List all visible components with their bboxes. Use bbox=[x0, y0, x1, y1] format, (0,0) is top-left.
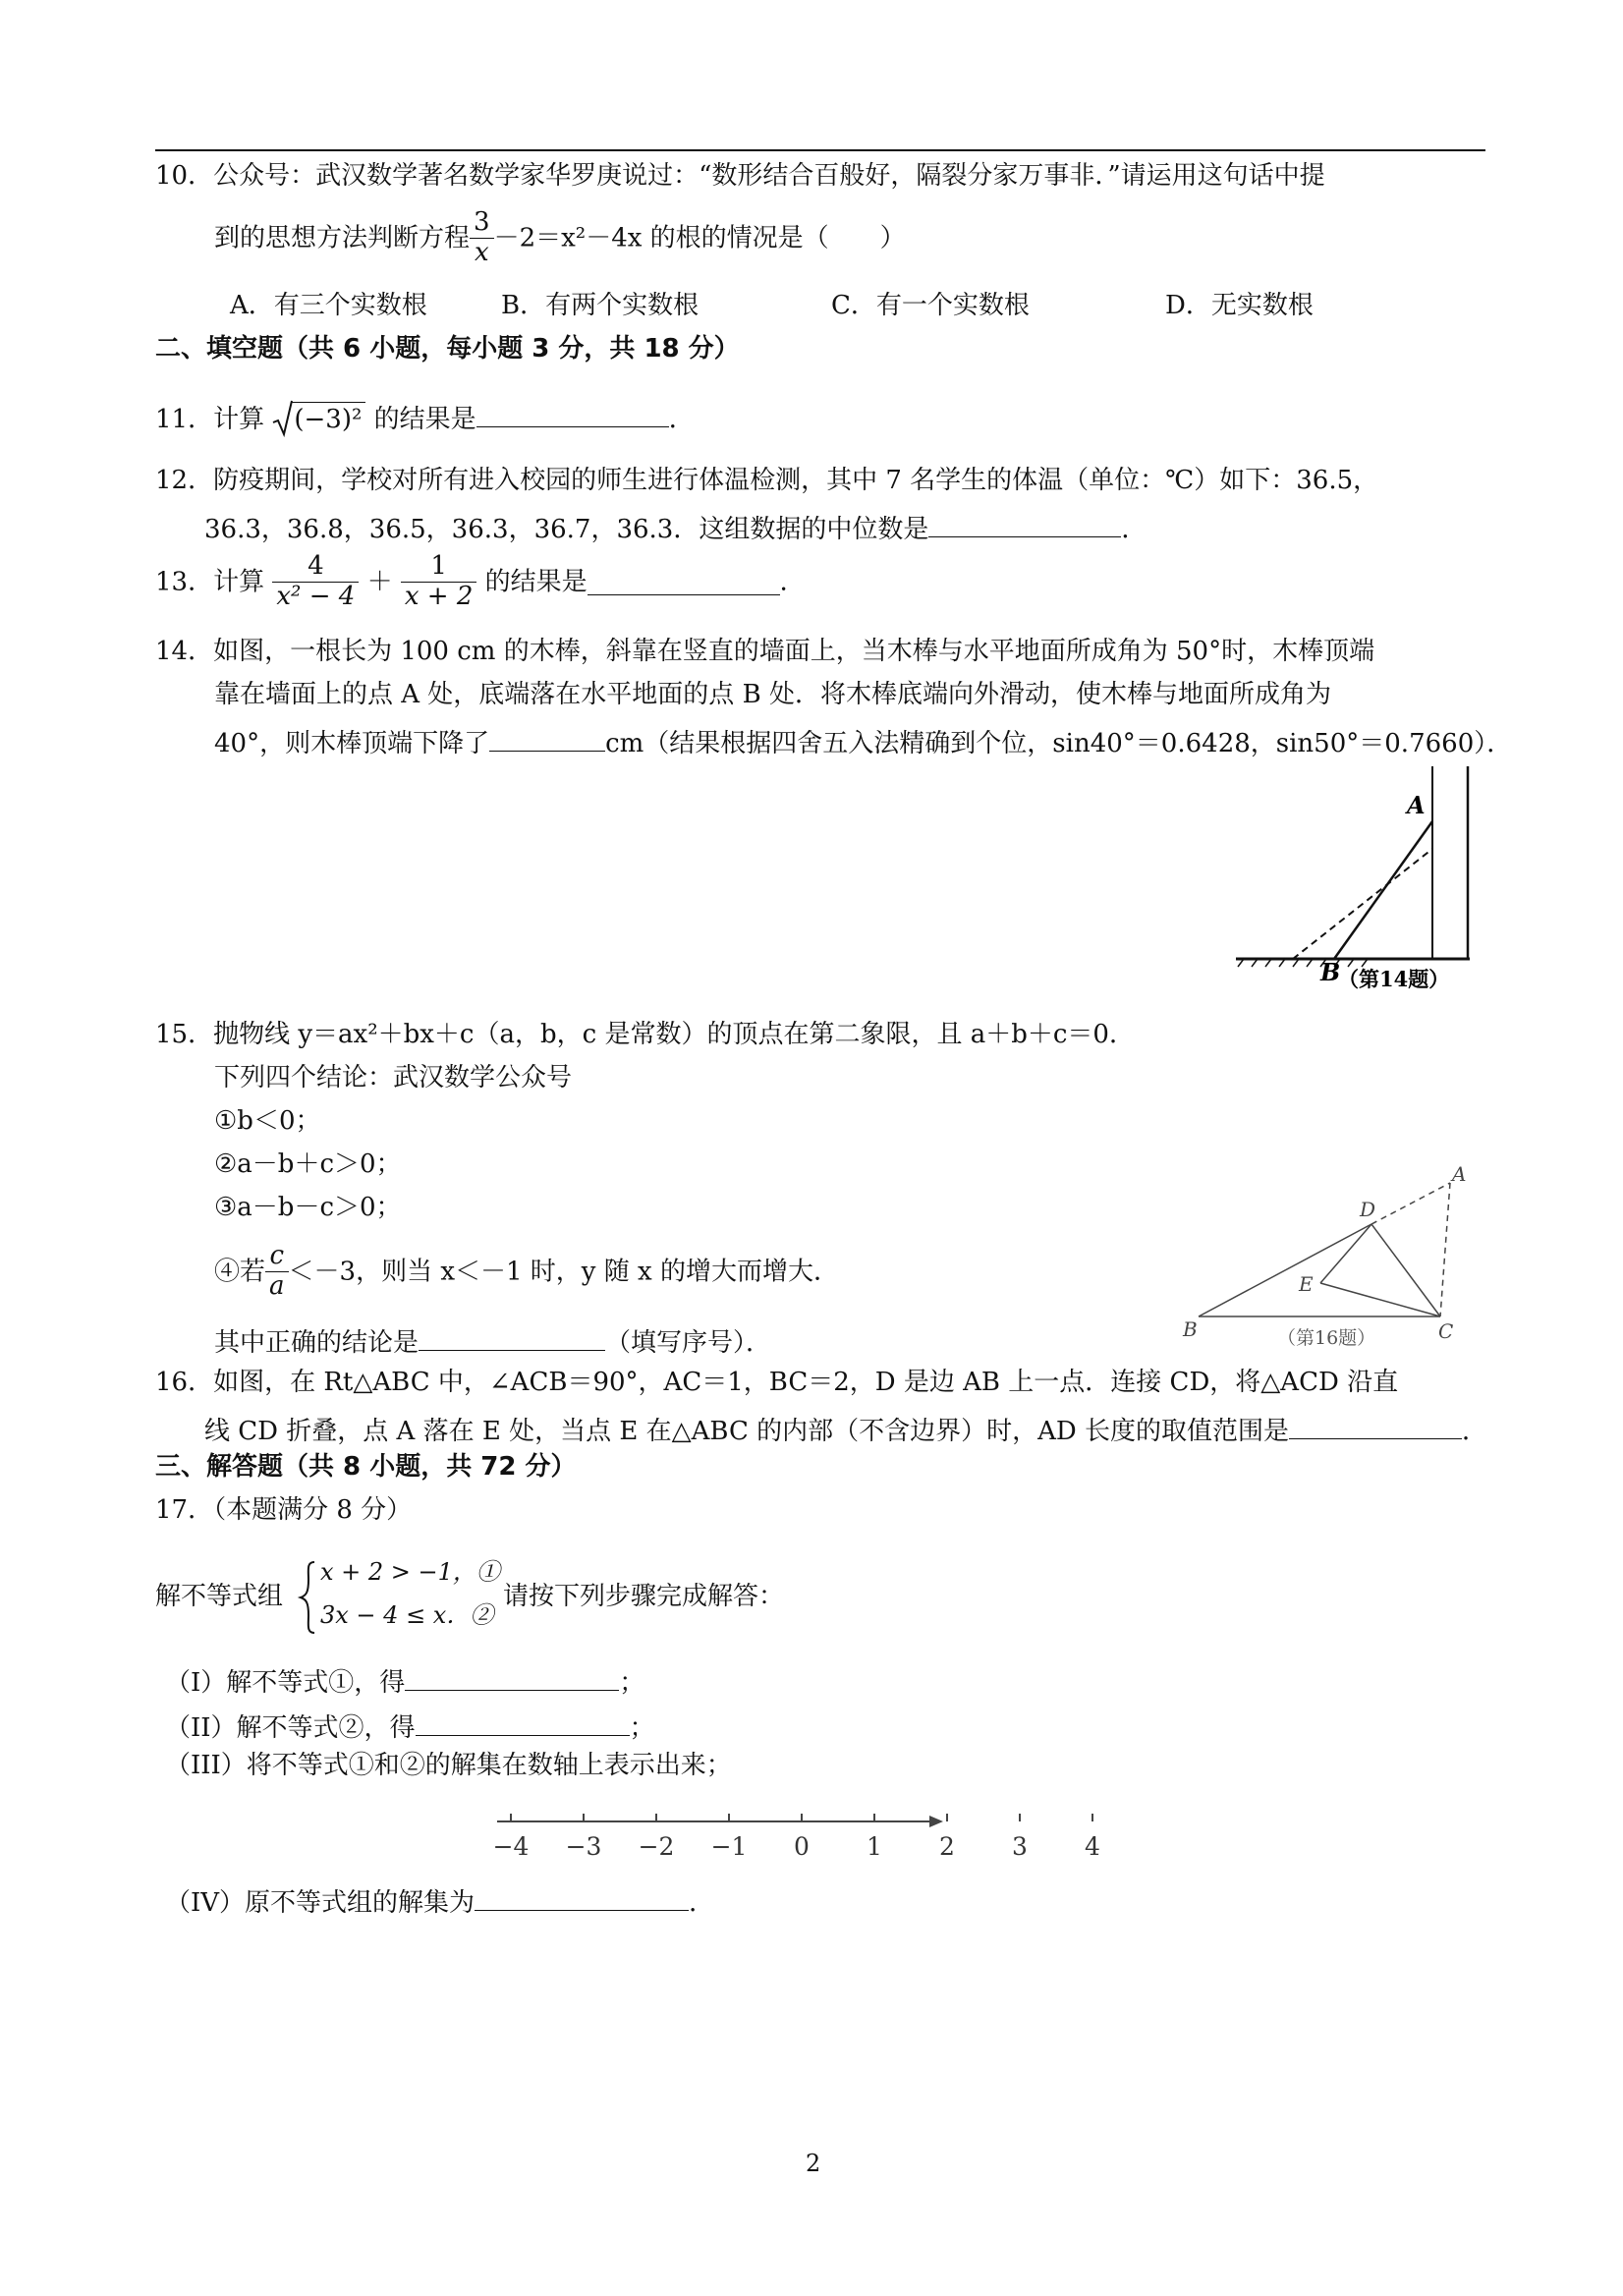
page-number: 2 bbox=[806, 2150, 821, 2177]
q15-answer-blank[interactable] bbox=[419, 1324, 605, 1351]
q17-step1-text: （I）解不等式①，得 bbox=[165, 1668, 406, 1698]
brace-icon bbox=[299, 1560, 318, 1635]
q15-c4-fraction bbox=[265, 1242, 289, 1302]
q16-segment-da bbox=[1371, 1183, 1450, 1224]
q16-caption: （第16题） bbox=[1277, 1327, 1376, 1349]
q17-step-2 bbox=[165, 1709, 655, 1741]
number-line-tick-label: −4 bbox=[492, 1832, 530, 1861]
q16-label-b: B bbox=[1183, 1317, 1198, 1341]
q16-label-d: D bbox=[1360, 1198, 1376, 1221]
q11-answer-blank[interactable] bbox=[476, 401, 669, 427]
q17-step4-end: ． bbox=[689, 1888, 715, 1918]
q16-line2 bbox=[204, 1413, 1487, 1444]
q10-line2 bbox=[214, 208, 906, 268]
number-line-tick-label: 1 bbox=[867, 1832, 882, 1861]
q11-before: 11．计算 bbox=[155, 405, 265, 434]
number-line-tick-label: −3 bbox=[565, 1832, 602, 1861]
q13-answer-blank[interactable] bbox=[588, 569, 780, 595]
section2-heading: 二、填空题（共 6 小题，每小题 3 分，共 18 分） bbox=[155, 334, 740, 364]
q17-intro-after: 请按下列步骤完成解答： bbox=[503, 1582, 785, 1611]
q11-sqrt bbox=[272, 407, 365, 432]
q17-step2-blank[interactable] bbox=[416, 1709, 630, 1736]
q10-option-b: B．有两个实数根 bbox=[501, 291, 700, 320]
section3-heading: 三、解答题（共 8 小题，共 72 分） bbox=[155, 1452, 577, 1482]
q12-line2 bbox=[204, 511, 1147, 542]
q16-segment-ac bbox=[1440, 1183, 1450, 1316]
q16-line1: 16．如图，在 Rt△ABC 中，∠ACB＝90°，AC＝1，BC＝2，D 是边 AB 上一点．连接 CD，将△ACD 沿直 bbox=[155, 1368, 1399, 1397]
q16-label-e: E bbox=[1299, 1272, 1314, 1296]
q15-line2: 下列四个结论：武汉数学公众号 bbox=[214, 1063, 573, 1092]
number-line-tick-label: 3 bbox=[1012, 1832, 1028, 1861]
q13-fraction-2 bbox=[401, 552, 477, 612]
q14-line3-before: 40°，则木棒顶端下降了 bbox=[214, 729, 490, 758]
q15-conclusion-1: ①b＜0； bbox=[214, 1106, 321, 1136]
q15-conclusion-4 bbox=[214, 1242, 839, 1302]
q15-line1: 15．抛物线 y＝ax²＋bx＋c（a，b，c 是常数）的顶点在第二象限，且 a＋b＋c＝0． bbox=[155, 1020, 1135, 1049]
q13-fraction-1 bbox=[272, 552, 359, 612]
q10-option-c: C．有一个实数根 bbox=[831, 291, 1030, 320]
q15-conclusion-3: ③a－b－c＞0； bbox=[214, 1193, 402, 1222]
q17-step-4 bbox=[165, 1884, 714, 1916]
q10-option-a: A．有三个实数根 bbox=[230, 291, 427, 320]
number-line-arrow-icon bbox=[929, 1816, 943, 1827]
q15-conclusion-line bbox=[214, 1324, 771, 1356]
q14-stick bbox=[1334, 821, 1432, 959]
q14-line3-after: cm（结果根据四舍五入法精确到个位，sin40°＝0.6428，sin50°＝0.7660）． bbox=[605, 729, 1513, 758]
q17-step-1 bbox=[165, 1664, 644, 1696]
q15-conclusion-2: ②a－b＋c＞0； bbox=[214, 1149, 402, 1179]
q11-radicand: (−3)² bbox=[292, 402, 365, 434]
q14-line2: 靠在墙面上的点 A 处，底端落在水平地面的点 B 处．将木棒底端向外滑动，使木棒与地面所成角为 bbox=[214, 680, 1331, 709]
q10-frac-den: x bbox=[474, 237, 489, 267]
q13-end: ． bbox=[779, 567, 806, 597]
q16-line2-text: 线 CD 折叠，点 A 落在 E 处，当点 E 在△ABC 的内部（不含边界）时，AD 长度的取值范围是 bbox=[204, 1417, 1289, 1446]
q14-line1: 14．如图，一根长为 100 cm 的木棒，斜靠在竖直的墙面上，当木棒与水平地面所成角为 50°时，木棒顶端 bbox=[155, 637, 1375, 666]
q17-intro-before: 解不等式组 bbox=[155, 1582, 284, 1611]
header-rule bbox=[155, 149, 1485, 151]
q14-label-a: A bbox=[1407, 791, 1426, 819]
q17-step1-blank[interactable] bbox=[405, 1664, 619, 1691]
q11-end: ． bbox=[668, 405, 695, 434]
q10-line1: 10．公众号：武汉数学著名数学家华罗庚说过：“数形结合百般好，隔裂分家万事非．”请运用这句话中提 bbox=[155, 161, 1325, 191]
q15-conclusion-after: （填写序号）． bbox=[605, 1328, 772, 1358]
q14-answer-blank[interactable] bbox=[489, 725, 605, 752]
q17-step-3: （III）将不等式①和②的解集在数轴上表示出来； bbox=[165, 1751, 732, 1780]
q13-f1-num: 4 bbox=[272, 552, 359, 583]
q13-f1-den: x² − 4 bbox=[276, 581, 356, 611]
q17-header: 17．（本题满分 8 分） bbox=[155, 1495, 413, 1525]
q13-f2-den: x + 2 bbox=[404, 581, 474, 611]
number-line bbox=[491, 1804, 1100, 1867]
q15-c4-den: a bbox=[269, 1270, 285, 1301]
q12-answer-blank[interactable] bbox=[928, 511, 1121, 537]
q12-line1: 12．防疫期间，学校对所有进入校园的师生进行体温检测，其中 7 名学生的体温（单位：℃）如下：36.5， bbox=[155, 466, 1379, 495]
q15-c4-num: c bbox=[265, 1242, 289, 1272]
q14-line3 bbox=[214, 725, 1512, 756]
number-line-tick-label: −1 bbox=[710, 1832, 748, 1861]
q17-step4-blank[interactable] bbox=[475, 1884, 689, 1911]
q13-f2-num: 1 bbox=[401, 552, 477, 583]
q11 bbox=[155, 401, 695, 432]
q17-step4-text: （IV）原不等式组的解集为 bbox=[165, 1888, 476, 1918]
q11-after: 的结果是 bbox=[373, 405, 476, 434]
q13-plus: ＋ bbox=[366, 567, 393, 597]
q14-caption: （第14题） bbox=[1338, 967, 1450, 991]
q10-frac-num: 3 bbox=[470, 208, 494, 239]
number-line-tick-label: 0 bbox=[794, 1832, 810, 1861]
q13-after: 的结果是 bbox=[484, 567, 588, 597]
q16-segment-bd bbox=[1199, 1224, 1371, 1316]
q14-stick-moved bbox=[1293, 849, 1432, 959]
q12-end: ． bbox=[1121, 515, 1147, 544]
q16-figure bbox=[1179, 1159, 1474, 1349]
q13 bbox=[155, 552, 806, 612]
q14-figure bbox=[1236, 766, 1482, 1002]
q16-label-a: A bbox=[1452, 1162, 1467, 1186]
q17-step2-text: （II）解不等式②，得 bbox=[165, 1713, 416, 1743]
number-line-tick-label: −2 bbox=[638, 1832, 675, 1861]
q17-step1-semi: ； bbox=[619, 1668, 645, 1698]
q16-segment-ec bbox=[1320, 1283, 1440, 1316]
q15-c4-before: ④若 bbox=[214, 1257, 266, 1287]
q16-label-c: C bbox=[1438, 1319, 1454, 1343]
sqrt-sign-icon bbox=[272, 399, 294, 438]
q16-answer-blank[interactable] bbox=[1289, 1413, 1462, 1439]
q17-inequality-1: x + 2 > −1，① bbox=[320, 1558, 500, 1586]
q15-conclusion-before: 其中正确的结论是 bbox=[214, 1328, 420, 1358]
q17-step2-semi: ； bbox=[629, 1713, 655, 1743]
q14-label-b: B bbox=[1320, 958, 1341, 986]
q16-segment-de bbox=[1320, 1224, 1371, 1283]
q16-end: ． bbox=[1462, 1417, 1488, 1446]
number-line-tick-label: 2 bbox=[939, 1832, 955, 1861]
q16-segment-dc bbox=[1371, 1224, 1440, 1316]
q15-c4-after: ＜－3，则当 x＜－1 时，y 随 x 的增大而增大． bbox=[288, 1257, 839, 1287]
q10-fraction bbox=[470, 208, 494, 268]
q10-line2-before: 到的思想方法判断方程 bbox=[214, 223, 471, 253]
q10-line2-after: －2＝x²－4x 的根的情况是（ ） bbox=[493, 223, 906, 253]
number-line-tick-label: 4 bbox=[1085, 1832, 1100, 1861]
q10-option-d: D．无实数根 bbox=[1165, 291, 1314, 320]
q13-before: 13．计算 bbox=[155, 567, 265, 597]
q17-inequality-2: 3x − 4 ≤ x．② bbox=[320, 1601, 494, 1629]
q12-line2-text: 36.3，36.8，36.5，36.3，36.7，36.3．这组数据的中位数是 bbox=[204, 515, 929, 544]
